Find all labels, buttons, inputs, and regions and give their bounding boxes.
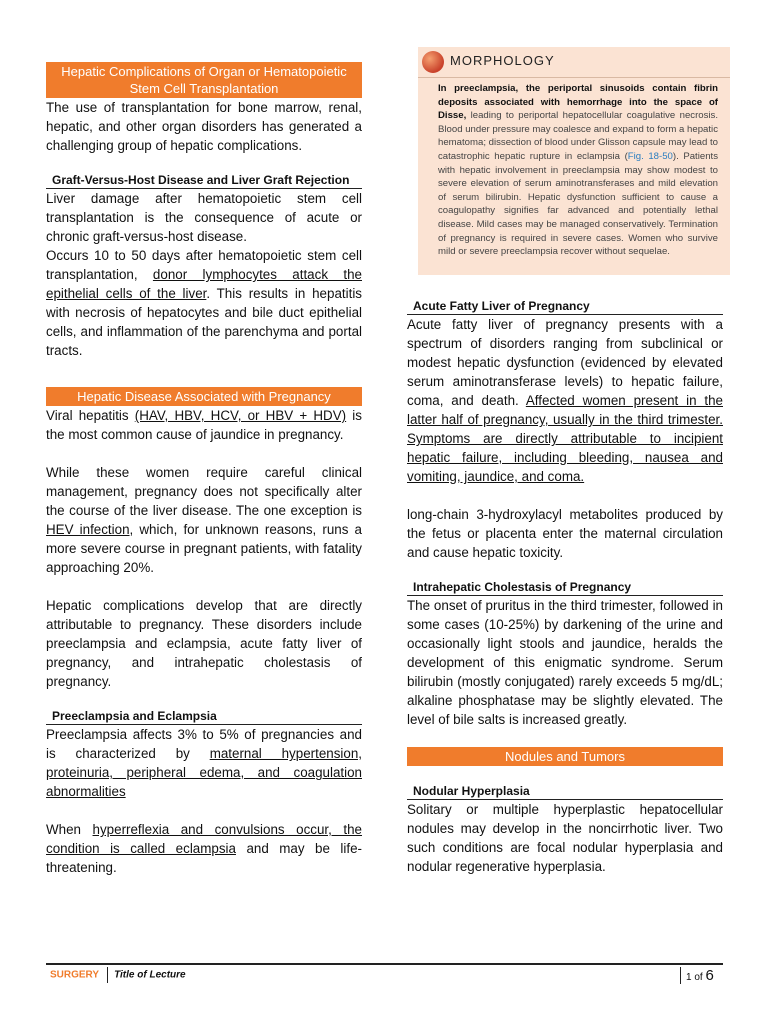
page-total: 6 <box>705 967 714 984</box>
morphology-bullet-icon <box>422 51 444 73</box>
section-banner-pregnancy: Hepatic Disease Associated with Pregnancy <box>46 387 362 406</box>
paragraph: Acute fatty liver of pregnancy presents with a spectrum of disorders ranging from subclinical or modest hepatic dysfunction (evidenced by elevated serum aminotransferase levels) to hepatic failure, coma, and death. Affected women present in the latter half of pregnancy, usually in the third trimester. Symptoms are directly attributable to incipient hepatic failure, including bleeding, nausea and vomiting, jaundice, and coma. <box>407 317 723 484</box>
paragraph: The use of transplantation for bone marrow, renal, hepatic, and other organ disorders has generated a challenging group of hepatic complications. <box>46 100 362 153</box>
paragraph: long-chain 3-hydroxylacyl metabolites produced by the fetus or placenta enter the maternal circulation and cause hepatic toxicity. <box>407 507 723 560</box>
paragraph: Hepatic complications develop that are directly attributable to pregnancy. These disorders include preeclampsia and eclampsia, acute fatty liver of pregnancy, and intrahepatic cholestasis of pregnancy. <box>46 598 362 689</box>
subheading-nodular-hyperplasia: Nodular Hyperplasia <box>407 784 723 800</box>
morphology-text: In preeclampsia, the periportal sinusoids contain fibrin deposits associated with hemorrhage into the space of Disse, leading to periportal hepatocellular coagulative necrosis. Blood under pressure may coalesce and expand to form a hepatic hematoma; dissection of blood under Glisson capsule may lead to catastrophic hepatic rupture in eclampsia (Fig. 18-50). Patients with hepatic involvement in preeclampsia may show modest to severe elevation of serum aminotransferases and mild elevation of serum bilirubin. Hepatic dysfunction sufficient to cause a coagulopathy signifies far advanced and potentially lethal disease. Mild cases may be managed conservatively. Termination of pregnancy is required in severe cases. Women who survive mild or severe preeclampsia recover without sequelae. <box>438 83 718 258</box>
figure-link[interactable]: Fig. 18-50 <box>627 150 673 162</box>
underlined-text: Affected women present in the latter half of pregnancy, usually in the third trimester. Symptoms are directly attributable to incipient hepatic failure, including bleeding, nausea and vomiting, jaundice, and coma. <box>407 393 723 484</box>
underlined-text: HEV infection <box>46 522 130 537</box>
footer-subject: SURGERY <box>50 969 100 981</box>
subheading-preeclampsia: Preeclampsia and Eclampsia <box>46 709 362 725</box>
subheading-gvhd: Graft-Versus-Host Disease and Liver Graft Rejection <box>46 173 362 189</box>
subheading-intrahepatic-cholestasis: Intrahepatic Cholestasis of Pregnancy <box>407 580 723 596</box>
left-column <box>46 62 362 877</box>
morphology-heading: MORPHOLOGY <box>450 53 555 68</box>
paragraph: When hyperreflexia and convulsions occur, the condition is called eclampsia and may be life-threatening. <box>46 822 362 875</box>
underlined-text: maternal hypertension, proteinuria, peripheral edema, and coagulation abnormalities <box>46 746 363 799</box>
footer-lecture-title: Title of Lecture <box>114 969 186 981</box>
paragraph: The onset of pruritus in the third trimester, followed in some cases (10-25%) by darkening of the urine and occasionally light stools and jaundice, heralds the development of this enigmatic syndrome. Serum bilirubin (mostly conjugated) rarely exceeds 5 mg/dL; alkaline phosphatase may be slightly elevated. The level of bile salts is increased greatly. <box>407 598 723 727</box>
paragraph: Occurs 10 to 50 days after hematopoietic stem cell transplantation, donor lymphocytes attack the epithelial cells of the liver. This results in hepatitis with necrosis of hepatocytes and bile duct epithelial cells, and inflammation of the parenchyma and portal tracts. <box>46 248 362 358</box>
footer-rule <box>46 963 723 965</box>
underlined-text: (HAV, HBV, HCV, or HBV + HDV) <box>134 408 347 423</box>
section-banner-nodules: Nodules and Tumors <box>407 747 723 766</box>
footer-left <box>50 967 186 983</box>
underlined-text: donor lymphocytes attack the epithelial cells of the liver <box>46 267 362 301</box>
underlined-text: hyperreflexia and convulsions occur, the condition is called eclampsia <box>46 822 362 856</box>
morphology-box <box>418 47 730 275</box>
morphology-header <box>418 47 730 78</box>
paragraph: Solitary or multiple hyperplastic hepatocellular nodules may develop in the noncirrhotic liver. Two such conditions are focal nodular hyperplasia and nodular regenerative hyperplasia. <box>407 802 723 874</box>
paragraph: Preeclampsia affects 3% to 5% of pregnancies and is characterized by maternal hypertension, proteinuria, peripheral edema, and coagulation abnormalities <box>46 727 363 799</box>
section-banner-transplantation: Hepatic Complications of Organ or Hematopoietic Stem Cell Transplantation <box>46 62 362 98</box>
page-number: 1 of 6 <box>680 967 714 984</box>
paragraph: Liver damage after hematopoietic stem cell transplantation is the consequence of acute or chronic graft-versus-host disease. <box>46 191 362 244</box>
paragraph: Viral hepatitis (HAV, HBV, HCV, or HBV + HDV) is the most common cause of jaundice in pregnancy. <box>46 408 362 442</box>
right-column <box>407 299 723 876</box>
paragraph: While these women require careful clinical management, pregnancy does not specifically alter the course of the liver disease. The one exception is HEV infection, which, for unknown reasons, runs a more severe course in pregnant patients, with fatality approaching 20%. <box>46 465 362 575</box>
subheading-acute-fatty-liver: Acute Fatty Liver of Pregnancy <box>407 299 723 315</box>
footer-divider <box>107 967 108 983</box>
